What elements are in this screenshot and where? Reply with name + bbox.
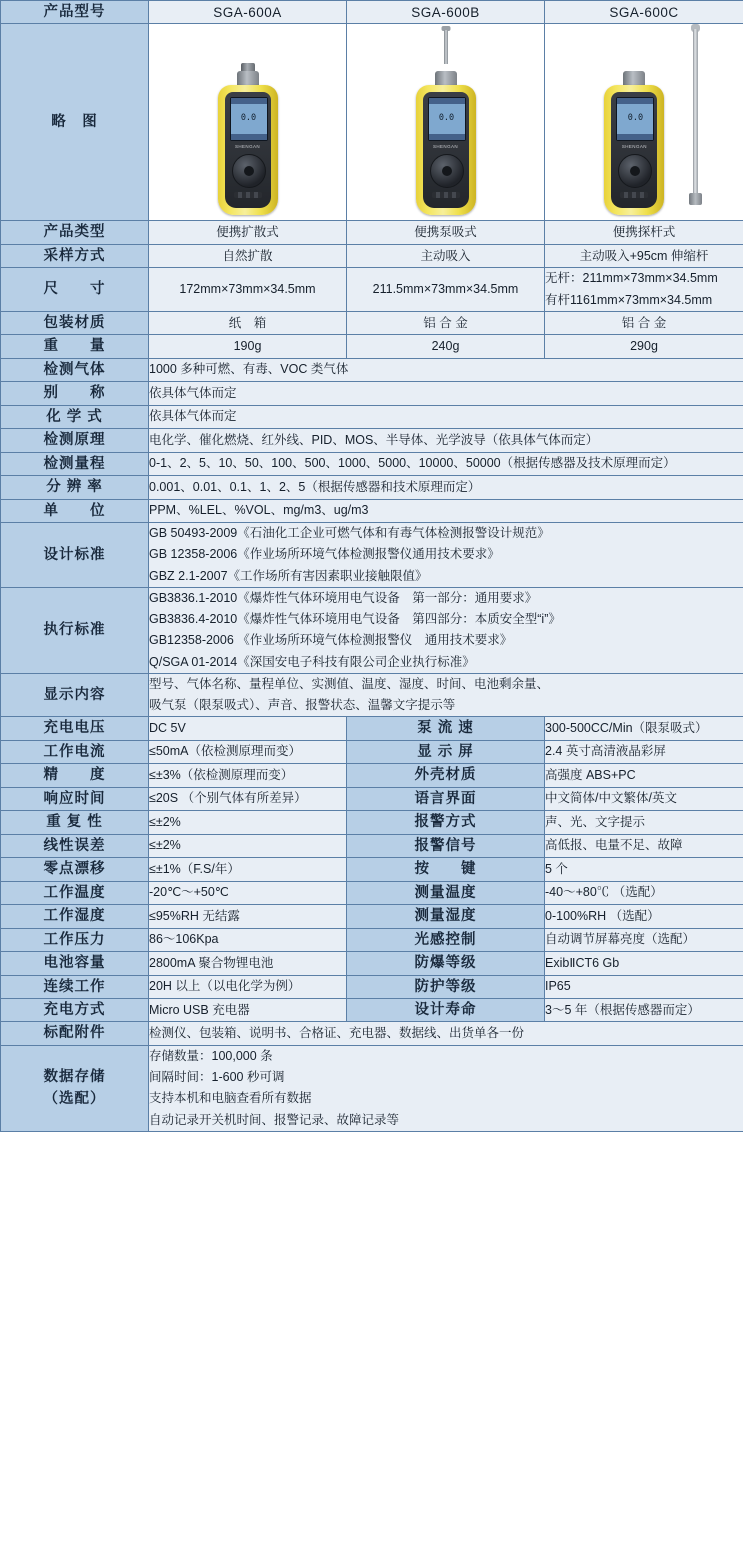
table-row-battery-capacity: [1, 952, 743, 975]
table-row-detect-gas: [1, 358, 743, 381]
table-row-resolution: [1, 476, 743, 499]
data-storage-line4: 自动记录开关机时间、报警记录、故障记录等: [149, 1112, 400, 1127]
device-drawing-diffusion: [188, 25, 308, 215]
cell-value-size-c: [545, 268, 743, 312]
row-label: 单 位: [1, 499, 149, 522]
device-image-c: [545, 24, 743, 221]
row-label: 尺 寸: [1, 268, 149, 312]
device-shell: [416, 85, 476, 215]
row-label: 光感控制: [347, 928, 545, 951]
table-row-response-time: [1, 787, 743, 810]
design-standard-line2: GB 12358-2006《作业场所环境气体检测报警仪通用技术要求》: [149, 547, 500, 562]
screen-botbar: [429, 134, 465, 140]
row-label: 标配附件: [1, 1022, 149, 1045]
cell-value: 检测仪、包装箱、说明书、合格证、充电器、数据线、出货单各一份: [149, 1022, 743, 1045]
cell-value: 声、光、文字提示: [545, 811, 743, 834]
row-label: 测量温度: [347, 881, 545, 904]
row-label: 工作湿度: [1, 905, 149, 928]
row-label-data-storage: [1, 1045, 149, 1131]
row-label: 连续工作: [1, 975, 149, 998]
cell-value: 便携探杆式: [545, 221, 743, 244]
table-row-size: [1, 268, 743, 312]
row-label: 检测量程: [1, 452, 149, 475]
device-keypad-icon: [618, 154, 652, 188]
cell-value: 高低报、电量不足、故障: [545, 834, 743, 857]
cell-value: 主动吸入+95cm 伸缩杆: [545, 244, 743, 267]
row-label: 设计寿命: [347, 999, 545, 1022]
device-body: [604, 85, 664, 215]
row-label: 重 量: [1, 335, 149, 358]
size-c-line2: 有杆1161mm×73mm×34.5mm: [545, 292, 713, 307]
device-image-a: [149, 24, 347, 221]
table-row-product-type: [1, 221, 743, 244]
screen-topbar: [617, 98, 653, 104]
row-label: 报警方式: [347, 811, 545, 834]
table-row-package-material: [1, 311, 743, 334]
cell-value: 290g: [545, 335, 743, 358]
device-speaker-grille: [234, 192, 262, 198]
row-label-diagram: 略 图: [1, 24, 149, 221]
cell-value: ≤20S （个别气体有所差异）: [149, 787, 347, 810]
cell-value: -40～+80℃ （选配）: [545, 881, 743, 904]
table-row-images: [1, 24, 743, 221]
cell-value: IP65: [545, 975, 743, 998]
cell-value: 铝 合 金: [347, 311, 545, 334]
data-storage-line3: 支持本机和电脑查看所有数据: [149, 1091, 312, 1106]
cell-value: 0.001、0.01、0.1、1、2、5（根据传感器和技术原理而定）: [149, 476, 743, 499]
cell-value: 高强度 ABS+PC: [545, 764, 743, 787]
exec-standard-line1: GB3836.1-2010《爆炸性气体环境用电气设备 第一部分：通用要求》: [149, 590, 538, 605]
device-body: [416, 85, 476, 215]
cell-value: 2.4 英寸高清液晶彩屏: [545, 740, 743, 763]
row-label: 检测气体: [1, 358, 149, 381]
design-standard-line1: GB 50493-2009《石油化工企业可燃气体和有毒气体检测报警设计规范》: [149, 526, 550, 541]
cell-value: 3～5 年（根据传感器而定）: [545, 999, 743, 1022]
device-keypad-icon: [232, 154, 266, 188]
table-row-linearity-error: [1, 834, 743, 857]
row-label: 线性误差: [1, 834, 149, 857]
row-label: 充电电压: [1, 717, 149, 740]
screen-reading-a: 0.0: [240, 112, 257, 123]
cell-value: 便携泵吸式: [347, 221, 545, 244]
device-shell: [218, 85, 278, 215]
row-label: 显 示 屏: [347, 740, 545, 763]
cell-value: ≤±3%（依检测原理而变）: [149, 764, 347, 787]
row-label: 工作温度: [1, 881, 149, 904]
table-row-formula: [1, 405, 743, 428]
cell-value: 主动吸入: [347, 244, 545, 267]
row-label: 防护等级: [347, 975, 545, 998]
row-label: 重 复 性: [1, 811, 149, 834]
model-a: SGA-600A: [149, 1, 347, 24]
table-row-range: [1, 452, 743, 475]
device-body: [218, 85, 278, 215]
device-brand-b: SHENGAN: [432, 143, 459, 149]
screen-reading-b: 0.0: [438, 112, 455, 123]
row-label: 精 度: [1, 764, 149, 787]
design-standard-line3: GBZ 2.1-2007《工作场所有害因素职业接触限值》: [149, 568, 428, 583]
cell-value: ≤±1%（F.S/年）: [149, 858, 347, 881]
row-label: 按 键: [347, 858, 545, 881]
row-label: 显示内容: [1, 673, 149, 717]
table-row-accessories: [1, 1022, 743, 1045]
cell-value: ≤±2%: [149, 811, 347, 834]
display-content-line2: 吸气泵（限泵吸式）、声音、报警状态、温馨文字提示等: [149, 698, 456, 713]
exec-standard-line3: GB12358-2006 《作业场所环境气体检测报警仪 通用技术要求》: [149, 633, 513, 648]
cell-value: 5 个: [545, 858, 743, 881]
size-c-line1: 无杆：211mm×73mm×34.5mm: [545, 271, 718, 286]
row-label: 防爆等级: [347, 952, 545, 975]
row-label: 泵 流 速: [347, 717, 545, 740]
table-row-working-pressure: [1, 928, 743, 951]
cell-value: 1000 多种可燃、有毒、VOC 类气体: [149, 358, 743, 381]
cell-value-data-storage: [149, 1045, 743, 1131]
device-probe-rod-icon: [693, 29, 698, 197]
row-label: 零点漂移: [1, 858, 149, 881]
device-speaker-grille: [620, 192, 648, 198]
cell-value: ExibⅡCT6 Gb: [545, 952, 743, 975]
table-row-sampling: [1, 244, 743, 267]
exec-standard-line4: Q/SGA 01-2014《深国安电子科技有限公司企业执行标准》: [149, 654, 475, 669]
device-drawing-pump: [386, 25, 506, 215]
row-label: 产品类型: [1, 221, 149, 244]
cell-value: 中文简体/中文繁体/英文: [545, 787, 743, 810]
cell-value: 300-500CC/Min（限泵吸式）: [545, 717, 743, 740]
cell-value: 190g: [149, 335, 347, 358]
table-row-zero-drift: [1, 858, 743, 881]
device-face: [611, 92, 657, 208]
screen-topbar: [429, 98, 465, 104]
table-row-design-standard: [1, 523, 743, 588]
row-label: 工作压力: [1, 928, 149, 951]
table-row-working-temp: [1, 881, 743, 904]
cell-value: DC 5V: [149, 717, 347, 740]
cell-value-display-content: [149, 673, 743, 717]
table-row-exec-standard: [1, 587, 743, 673]
device-image-b: [347, 24, 545, 221]
cell-value-exec-standard: [149, 587, 743, 673]
cell-value: 自然扩散: [149, 244, 347, 267]
row-label-model: 产品型号: [1, 1, 149, 24]
device-drawing-probe: [584, 25, 704, 215]
table-row-repeatability: [1, 811, 743, 834]
exec-standard-line2: GB3836.4-2010《爆炸性气体环境用电气设备 第四部分：本质安全型“i”》: [149, 612, 561, 627]
row-label: 测量湿度: [347, 905, 545, 928]
cell-value: Micro USB 充电器: [149, 999, 347, 1022]
model-c: SGA-600C: [545, 1, 743, 24]
screen-botbar: [231, 134, 267, 140]
table-row-data-storage: [1, 1045, 743, 1131]
table-row-unit: [1, 499, 743, 522]
cell-value: 86～106Kpa: [149, 928, 347, 951]
row-label: 报警信号: [347, 834, 545, 857]
cell-value: 电化学、催化燃烧、红外线、PID、MOS、半导体、光学波导（依具体气体而定）: [149, 429, 743, 452]
device-screen: [428, 97, 466, 141]
device-keypad-icon: [430, 154, 464, 188]
device-shell: [604, 85, 664, 215]
cell-value: 铝 合 金: [545, 311, 743, 334]
model-b: SGA-600B: [347, 1, 545, 24]
screen-reading-c: 0.0: [627, 112, 644, 123]
row-label: 充电方式: [1, 999, 149, 1022]
row-label: 分 辨 率: [1, 476, 149, 499]
row-label: 外壳材质: [347, 764, 545, 787]
table-row-principle: [1, 429, 743, 452]
cell-value: 依具体气体而定: [149, 382, 743, 405]
device-screen: [616, 97, 654, 141]
row-label: 语言界面: [347, 787, 545, 810]
cell-value: 便携扩散式: [149, 221, 347, 244]
cell-value: 0-100%RH （选配）: [545, 905, 743, 928]
cell-value: ≤50mA（依检测原理而变）: [149, 740, 347, 763]
table-row-weight: [1, 335, 743, 358]
cell-value: 240g: [347, 335, 545, 358]
screen-botbar: [617, 134, 653, 140]
table-row-display-content: [1, 673, 743, 717]
cell-value: 2800mA 聚合物锂电池: [149, 952, 347, 975]
row-label: 电池容量: [1, 952, 149, 975]
row-label: 包装材质: [1, 311, 149, 334]
cell-value: ≤±2%: [149, 834, 347, 857]
device-face: [423, 92, 469, 208]
data-storage-label-main: 数据存储: [43, 1068, 106, 1085]
device-probe-base-icon: [689, 193, 702, 205]
data-storage-line1: 存储数量：100,000 条: [149, 1048, 273, 1063]
cell-value: ≤95%RH 无结露: [149, 905, 347, 928]
row-label: 检测原理: [1, 429, 149, 452]
cell-value: 0-1、2、5、10、50、100、500、1000、5000、10000、50000（根据传感器及技术原理而定）: [149, 452, 743, 475]
device-screen: [230, 97, 268, 141]
device-brand-c: SHENGAN: [621, 143, 647, 149]
cell-value: 20H 以上（以电化学为例）: [149, 975, 347, 998]
table-row-charge-method: [1, 999, 743, 1022]
table-row-header: [1, 1, 743, 24]
data-storage-label-sub: （选配）: [43, 1091, 106, 1108]
cell-value: 依具体气体而定: [149, 405, 743, 428]
cell-value: 172mm×73mm×34.5mm: [149, 268, 347, 312]
device-nozzle-icon: [444, 30, 448, 64]
row-label: 别 称: [1, 382, 149, 405]
table-row-alias: [1, 382, 743, 405]
cell-value: 自动调节屏幕亮度（选配）: [545, 928, 743, 951]
device-speaker-grille: [432, 192, 460, 198]
table-row-continuous-work: [1, 975, 743, 998]
cell-value: PPM、%LEL、%VOL、mg/m3、ug/m3: [149, 499, 743, 522]
cell-value-design-standard: [149, 523, 743, 588]
cell-value: 211.5mm×73mm×34.5mm: [347, 268, 545, 312]
data-storage-line2: 间隔时间：1-600 秒可调: [149, 1070, 285, 1085]
table-row-charge-voltage: [1, 717, 743, 740]
row-label: 执行标准: [1, 587, 149, 673]
row-label: 响应时间: [1, 787, 149, 810]
row-label: 工作电流: [1, 740, 149, 763]
display-content-line1: 型号、气体名称、量程单位、实测值、温度、湿度、时间、电池剩余量、: [149, 676, 550, 691]
table-row-working-current: [1, 740, 743, 763]
cell-value: 纸 箱: [149, 311, 347, 334]
device-face: [225, 92, 271, 208]
row-label: 化 学 式: [1, 405, 149, 428]
spec-table-body: [1, 1, 743, 1132]
table-row-working-humidity: [1, 905, 743, 928]
table-row-accuracy: [1, 764, 743, 787]
cell-value: -20℃～+50℃: [149, 881, 347, 904]
row-label: 设计标准: [1, 523, 149, 588]
device-brand-a: SHENGAN: [234, 143, 261, 149]
row-label: 采样方式: [1, 244, 149, 267]
screen-topbar: [231, 98, 267, 104]
